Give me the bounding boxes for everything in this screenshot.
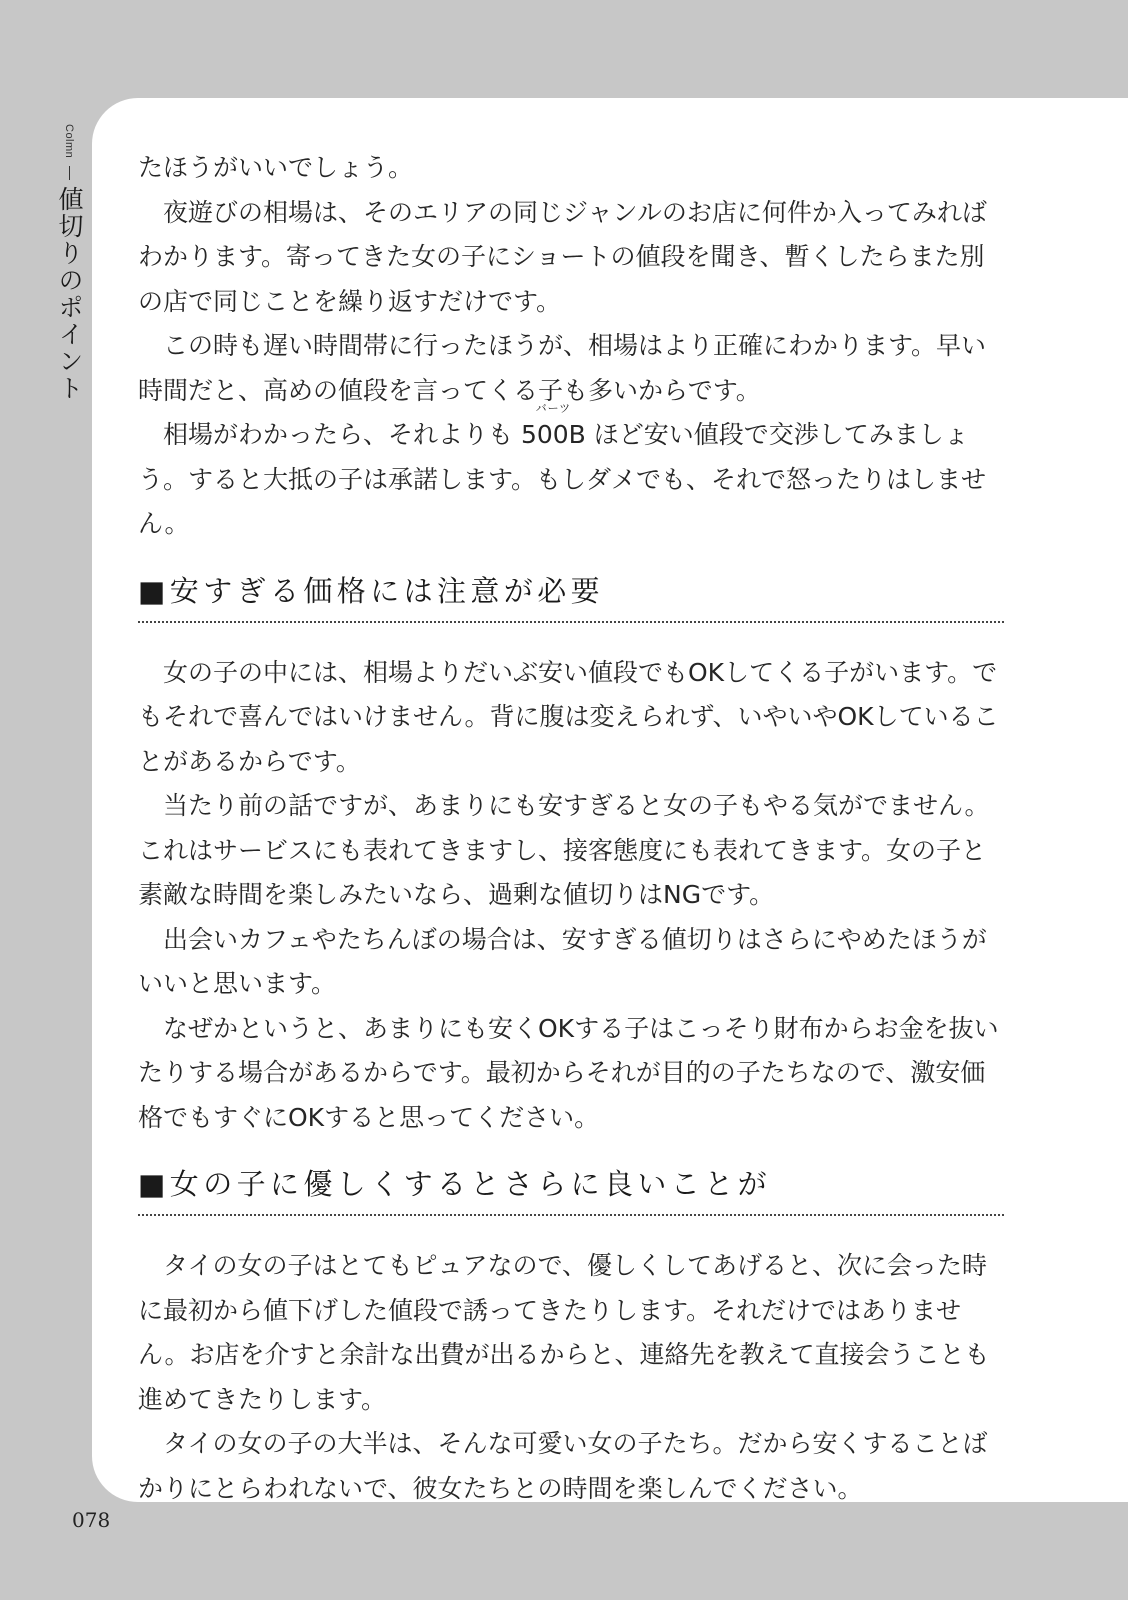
column-label-title: 値切りのポイント <box>55 186 84 403</box>
baht-amount <box>520 402 586 458</box>
column-label-en: Colmn <box>63 124 75 159</box>
side-label-divider <box>69 166 70 180</box>
paragraph-intro-2: 夜遊びの相場は、そのエリアの同じジャンルのお店に何件か入ってみればわかります。寄ってきた女の子にショートの値段を聞き、暫くしたらまた別の店で同じことを繰り返すだけです。 <box>138 197 987 316</box>
baht-ruby: バーツ <box>535 402 572 415</box>
page-number: 078 <box>72 1508 111 1532</box>
paragraph-section1-4: なぜかというと、あまりにも安くOKする子はこっそり財布からお金を抜いたりする場合があるからです。最初からそれが目的の子たちなので、激安価格でもすぐにOKすると思ってください。 <box>138 1013 999 1132</box>
paragraph-section1-3: 出会いカフェやたちんぼの場合は、安すぎる値切りはさらにやめたほうがいいと思います。 <box>138 924 987 998</box>
paragraph-section1-1: 女の子の中には、相場よりだいぶ安い値段でもOKしてくる子がいます。でもそれで喜んではいけません。背に腹は変えられず、いやいやOKしていることがあるからです。 <box>138 657 999 776</box>
paragraph-section2-2: タイの女の子の大半は、そんな可愛い女の子たち。だから安くすることばかりにとらわれないで、彼女たちとの時間を楽しんでください。 <box>138 1429 988 1503</box>
article-body <box>138 146 1004 1511</box>
section-heading-be-kind: ■女の子に優しくするとさらに良いことが <box>138 1162 1004 1216</box>
baht-text-after: ほど安い値段で交渉してみましょう。すると大抵の子は承諾します。もしダメでも、それで怒ったりはしません。 <box>138 420 987 538</box>
paragraph-baht <box>138 402 1004 547</box>
column-side-label <box>52 124 86 402</box>
paragraph-intro-3: この時も遅い時間帯に行ったほうが、相場はより正確にわかります。早い時間だと、高めの値段を言ってくる子も多いからです。 <box>138 331 987 405</box>
baht-text-before: 相場がわかったら、それよりも <box>163 420 514 449</box>
baht-amount-value: 500B <box>520 420 586 449</box>
paragraph-section2-1: タイの女の子はとてもピュアなので、優しくしてあげると、次に会った時に最初から値下げした値段で誘ってきたりします。それだけではありません。お店を介すと余計な出費が出るからと、連絡先を教えて直接会うことも進めてきたりします。 <box>138 1251 990 1414</box>
section-heading-cheap-price: ■安すぎる価格には注意が必要 <box>138 569 1004 623</box>
paragraph-section1-2: 当たり前の話ですが、あまりにも安すぎると女の子もやる気がでません。これはサービスにも表れてきますし、接客態度にも表れてきます。女の子と素敵な時間を楽しみたいなら、過剰な値切りはNGです。 <box>138 791 990 909</box>
paragraph-intro-1: たほうがいいでしょう。 <box>138 153 414 182</box>
